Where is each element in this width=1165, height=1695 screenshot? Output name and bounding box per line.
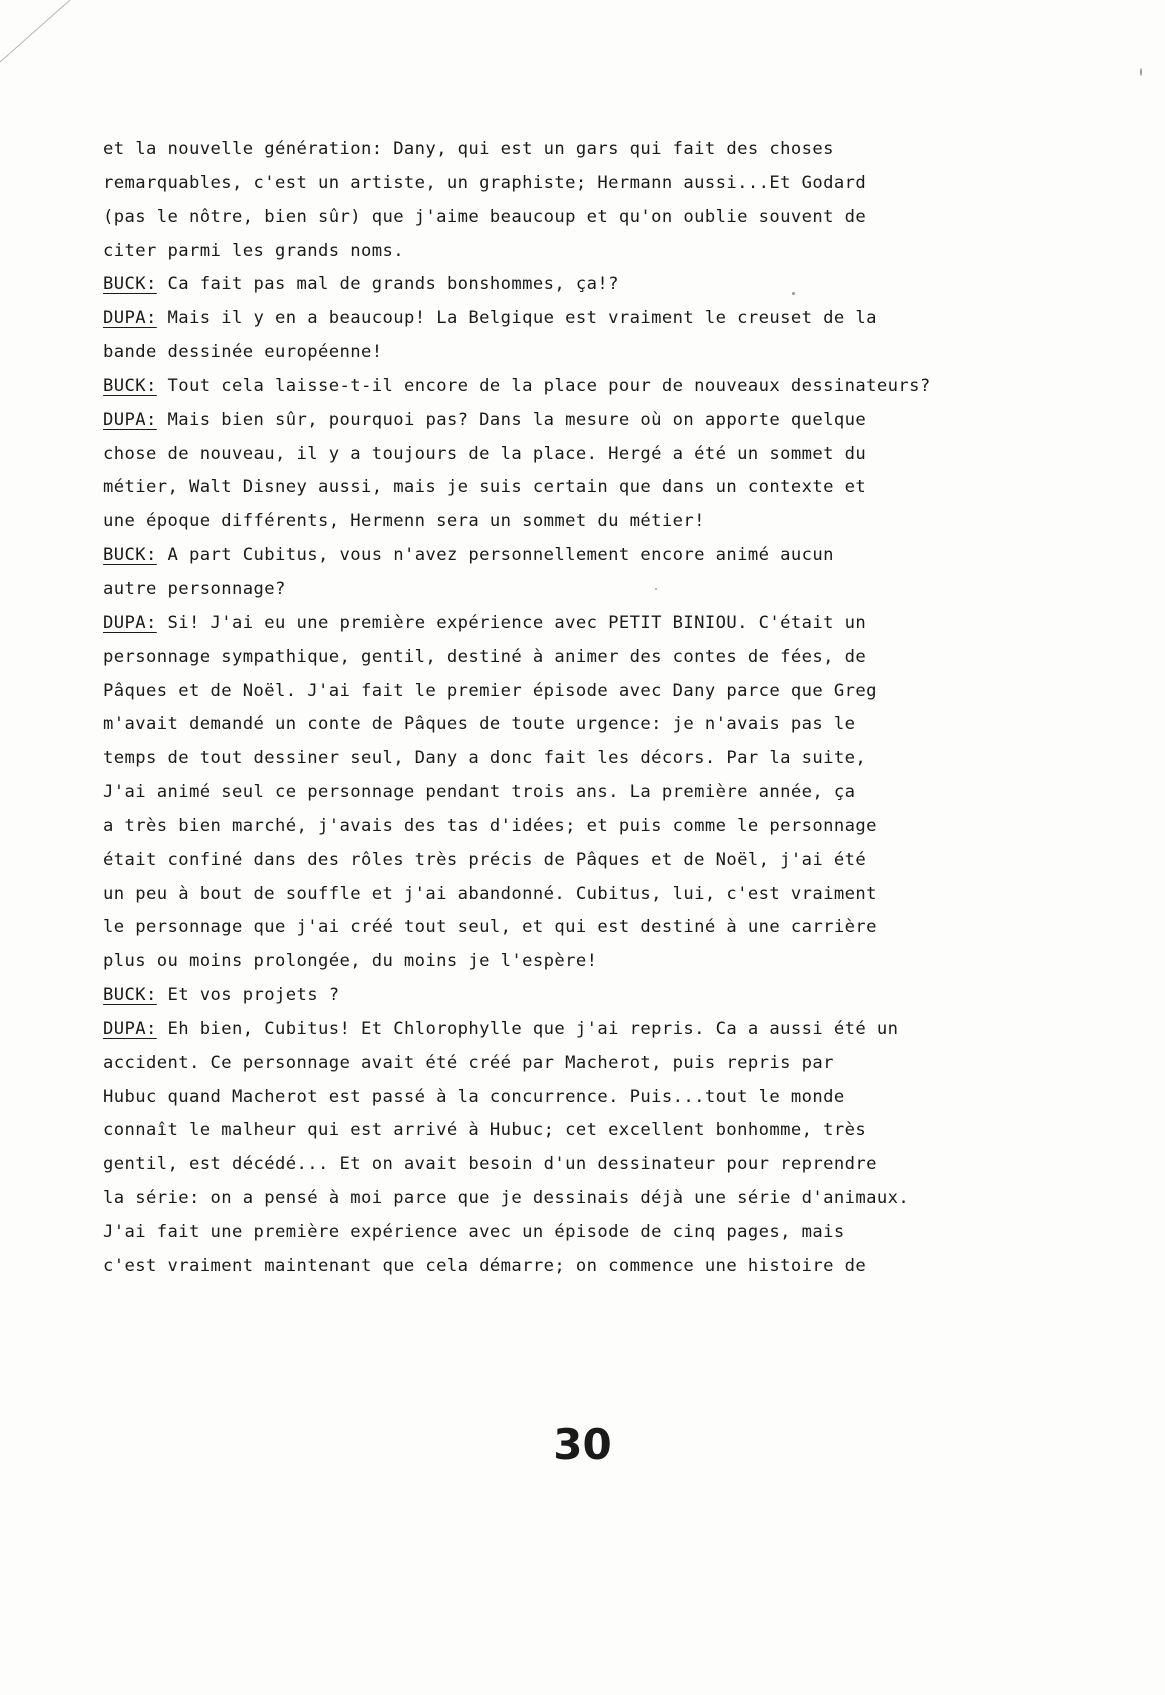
line-text: bande dessinée européenne! (103, 342, 383, 363)
line-text: temps de tout dessiner seul, Dany a donc fait les décors. Par la suite, (103, 748, 867, 769)
speaker-label: BUCK: (103, 274, 157, 295)
speaker-label: DUPA: (103, 1018, 157, 1039)
text-line (103, 471, 1093, 505)
line-text: m'avait demandé un conte de Pâques de toute urgence: je n'avais pas le (103, 714, 856, 735)
line-text: Ca fait pas mal de grands bonshommes, ça!? (156, 274, 619, 295)
corner-fold-mark (0, 0, 80, 80)
text-line (103, 878, 1093, 912)
line-text: Mais il y en a beaucoup! La Belgique est vraiment le creuset de la (156, 308, 877, 329)
text-line (103, 641, 1093, 675)
line-text: citer parmi les grands noms. (103, 240, 404, 261)
line-text: une époque différents, Hermenn sera un sommet du métier! (103, 511, 705, 532)
text-line (103, 844, 1093, 878)
paper-speck (1140, 68, 1142, 76)
line-text: Si! J'ai eu une première expérience avec PETIT BINIOU. C'était un (156, 612, 867, 633)
text-line (103, 268, 1093, 302)
line-text: a très bien marché, j'avais des tas d'idées; et puis comme le personnage (103, 815, 877, 836)
line-text: c'est vraiment maintenant que cela démarre; on commence une histoire de (103, 1255, 867, 1276)
line-text: Hubuc quand Macherot est passé à la concurrence. Puis...tout le monde (103, 1086, 845, 1107)
text-line (103, 133, 1093, 167)
text-line (103, 1081, 1093, 1115)
line-text: J'ai animé seul ce personnage pendant trois ans. La première année, ça (103, 782, 856, 803)
line-text: A part Cubitus, vous n'avez personnellement encore animé aucun (156, 545, 834, 566)
text-line (103, 370, 1093, 404)
line-text: la série: on a pensé à moi parce que je dessinais déjà une série d'animaux. (103, 1188, 910, 1209)
line-text: Et vos projets ? (156, 985, 340, 1006)
text-line (103, 1250, 1093, 1284)
line-text: plus ou moins prolongée, du moins je l'espère! (103, 951, 598, 972)
text-line (103, 438, 1093, 472)
speaker-label: DUPA: (103, 308, 157, 329)
text-line (103, 1216, 1093, 1250)
line-text: Mais bien sûr, pourquoi pas? Dans la mesure où on apporte quelque (156, 409, 867, 430)
text-line (103, 235, 1093, 269)
line-text: autre personnage? (103, 578, 286, 599)
line-text: chose de nouveau, il y a toujours de la place. Hergé a été un sommet du (103, 443, 867, 464)
interview-text (103, 133, 1093, 1284)
text-line (103, 607, 1093, 641)
speaker-label: BUCK: (103, 545, 157, 566)
line-text: J'ai fait une première expérience avec un épisode de cinq pages, mais (103, 1222, 845, 1242)
speaker-label: BUCK: (103, 985, 157, 1006)
speaker-label: DUPA: (103, 612, 157, 633)
text-line (103, 336, 1093, 370)
text-line (103, 505, 1093, 539)
text-line (103, 1013, 1093, 1047)
line-text: le personnage que j'ai créé tout seul, et qui est destiné à une carrière (103, 917, 877, 938)
line-text: connaît le malheur qui est arrivé à Hubuc; cet excellent bonhomme, très (103, 1120, 867, 1141)
text-line (103, 708, 1093, 742)
speaker-label: DUPA: (103, 409, 157, 430)
text-line (103, 573, 1093, 607)
line-text: un peu à bout de souffle et j'ai abandonné. Cubitus, lui, c'est vraiment (103, 883, 877, 904)
line-text: Pâques et de Noël. J'ai fait le premier épisode avec Dany parce que Greg (103, 680, 877, 701)
text-line (103, 404, 1093, 438)
text-line (103, 742, 1093, 776)
line-text: gentil, est décédé... Et on avait besoin d'un dessinateur pour reprendre (103, 1154, 877, 1175)
line-text: (pas le nôtre, bien sûr) que j'aime beaucoup et qu'on oublie souvent de (103, 206, 867, 227)
line-text: accident. Ce personnage avait été créé par Macherot, puis repris par (103, 1052, 834, 1073)
text-line (103, 979, 1093, 1013)
page-number: 30 (553, 1420, 612, 1469)
text-line (103, 539, 1093, 573)
text-line (103, 911, 1093, 945)
text-line (103, 1114, 1093, 1148)
text-line (103, 1047, 1093, 1081)
line-text: et la nouvelle génération: Dany, qui est un gars qui fait des choses (103, 139, 834, 159)
line-text: Tout cela laisse-t-il encore de la place pour de nouveaux dessinateurs? (156, 375, 931, 396)
line-text: était confiné dans des rôles très précis de Pâques et de Noël, j'ai été (103, 849, 867, 870)
speaker-label: BUCK: (103, 375, 157, 396)
text-line (103, 201, 1093, 235)
text-line (103, 1148, 1093, 1182)
text-line (103, 810, 1093, 844)
text-line (103, 776, 1093, 810)
line-text: Eh bien, Cubitus! Et Chlorophylle que j'ai repris. Ca a aussi été un (156, 1018, 899, 1039)
text-line (103, 945, 1093, 979)
text-line (103, 302, 1093, 336)
text-line (103, 167, 1093, 201)
line-text: remarquables, c'est un artiste, un graphiste; Hermann aussi...Et Godard (103, 172, 867, 193)
line-text: personnage sympathique, gentil, destiné à animer des contes de fées, de (103, 646, 867, 667)
line-text: métier, Walt Disney aussi, mais je suis certain que dans un contexte et (103, 477, 867, 498)
text-line (103, 675, 1093, 709)
text-line (103, 1182, 1093, 1216)
